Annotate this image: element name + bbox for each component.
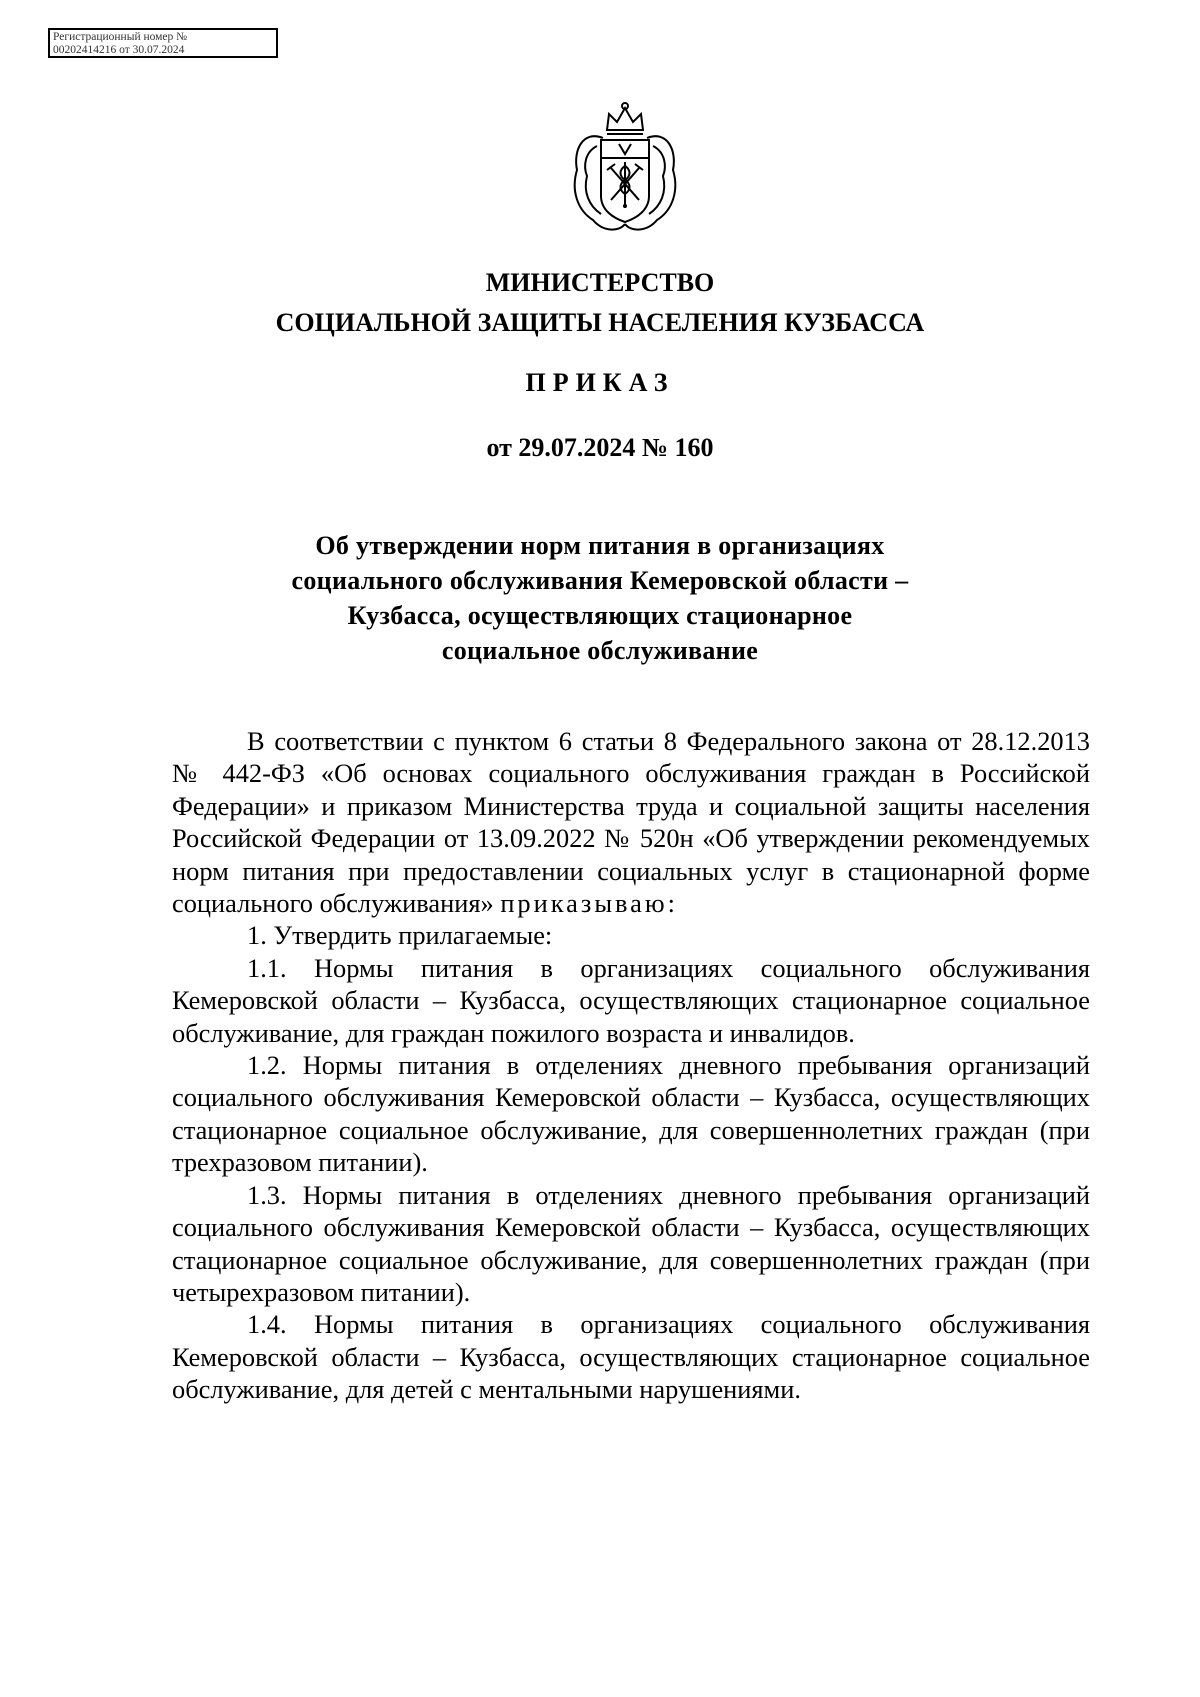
preamble-paragraph <box>172 725 1090 919</box>
registration-stamp-line1: Регистрационный номер № <box>53 31 188 43</box>
item-1-1: 1.1. Нормы питания в организациях социального обслуживания Кемеровской области – Кузбасса, осуществляющих стационарное социальное обслуживание, для граждан пожилого возраста и инвалидов. <box>172 952 1090 1048</box>
order-keyword: приказываю: <box>500 888 678 919</box>
item-1-4: 1.4. Нормы питания в организациях социального обслуживания Кемеровской области – Кузбасса, осуществляющих стационарное социальное обслуживание, для детей с ментальными нарушениями. <box>172 1309 1090 1405</box>
subject-line-1: Об утверждении норм питания в организациях <box>315 531 885 560</box>
document-type: ПРИКАЗ <box>525 368 675 397</box>
subject-line-2: социального обслуживания Кемеровской области – <box>291 566 909 595</box>
preamble-text: В соответствии с пунктом 6 статьи 8 Федерального закона от 28.12.2013 № 442-ФЗ «Об основах социального обслуживания граждан в Российской Федерации» и приказом Министерства труда и социальной защиты населения Российской Федерации от 13.09.2022 № 520н «Об утверждении рекомендуемых норм питания при предоставлении социальных услуг в стационарной форме социального обслуживания» <box>172 726 1090 919</box>
ministry-title <box>0 263 1200 343</box>
item-1-2: 1.2. Нормы питания в отделениях дневного пребывания организаций социального обслуживания Кемеровской области – Кузбасса, осуществляющих стационарное социальное обслуживание, для совершеннолетних граждан (при трехразовом питании). <box>172 1050 1090 1178</box>
document-body <box>172 725 1090 1406</box>
registration-stamp-line2: 00202414216 от 30.07.2024 <box>53 44 185 56</box>
kuzbass-coat-of-arms-icon <box>563 100 687 240</box>
subject-line-3: Кузбасса, осуществляющих стационарное <box>347 601 853 630</box>
document-date-number: от 29.07.2024 № 160 <box>486 433 714 462</box>
ministry-line-1: МИНИСТЕРСТВО <box>485 268 715 297</box>
item-1-3: 1.3. Нормы питания в отделениях дневного пребывания организаций социального обслуживания Кемеровской области – Кузбасса, осуществляющих стационарное социальное обслуживание, для совершеннолетних граждан (при четырехразовом питании). <box>172 1179 1090 1307</box>
document-subject <box>0 528 1200 668</box>
ministry-line-2: СОЦИАЛЬНОЙ ЗАЩИТЫ НАСЕЛЕНИЯ КУЗБАССА <box>275 308 925 337</box>
registration-stamp <box>48 28 278 58</box>
subject-line-4: социальное обслуживание <box>441 636 759 665</box>
item-1: 1. Утвердить прилагаемые: <box>247 920 553 951</box>
